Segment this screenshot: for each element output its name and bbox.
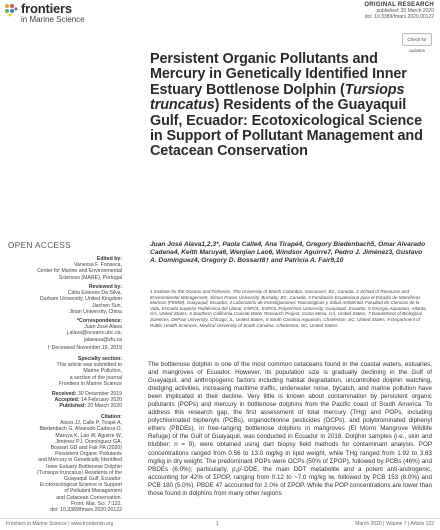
author-list: Juan José Alava1,2,3*, Paola Calle4, Ana Tirapé4, Gregory Biedenbach5, Omar Alvarado Cadena4, Keith Maruya6, Wenjian Lao6, Windsor Aguirre7, Pedro J. Jiménez3, Gustavo A. Domínguez4, Gregory D. Bossart8† and Patricia A. Fair9,10 — [150, 241, 426, 265]
reviewer-line: Jinan University, China — [69, 308, 122, 315]
citation-line: Bossart GD and Fair PA (2020) — [50, 445, 122, 452]
citation-line: Jiménez PJ, Domínguez GA, — [55, 438, 122, 445]
editor-line: Center for Marine and Environmental — [36, 268, 122, 275]
published-label: Published: — [59, 403, 86, 410]
reviewer-line: Cátia Esteves Da Silva, — [67, 290, 122, 297]
journal-name: in Marine Science — [21, 15, 85, 24]
dates — [8, 391, 122, 410]
correspondence-email[interactable]: jalavasa@sfu.ca — [83, 336, 122, 343]
citation-doi[interactable]: doi: 10.3389/fmars.2020.00122 — [50, 507, 122, 514]
citation-line: and Mercury in Genetically Identified — [38, 457, 122, 464]
reviewed-by-label: Reviewed by: — [88, 284, 122, 290]
citation-line: Inner Estuary Bottlenose Dolphin — [46, 463, 122, 470]
citation-line: Alava JJ, Calle P, Tirapé A, — [60, 420, 122, 427]
citation-line: of Pollutant Management — [64, 488, 122, 495]
brand-name: frontiers — [21, 1, 72, 16]
accepted-date: 14 February 2020 — [81, 397, 122, 404]
footer-divider — [0, 518, 440, 519]
correspondence-name: Juan José Alava — [84, 324, 122, 331]
citation-line: Persistent Organic Pollutants — [55, 451, 122, 458]
affiliations: 1 Institute for the Oceans and Fisheries, The University of British Columbia, Vancouver, BC, Canada, 2 School of Resource and Environmental Management, Simon Fraser University, Burnaby, BC, Canada, 3 Fundación Ecuatoriana para el Estudio de Mamíferos Marinos (FEMM), Guayaquil, Ecuador, 4 Laboratorio de Investigaciones Toxicológicas y Salud Ambiental, Facultad de Ciencias de la Vida, Escuela Superior Politécnica del Litoral, ESPOL, ESPOL Polytechnic University, Guayaquil, Ecuador, 5 Georgia Aquarium, Atlanta, GA, United States, 6 Southern California Coastal Water Research Project, Costa Mesa, CA, United States, 7 Department of Biological Sciences, DePaul University, Chicago, IL, United States, 8 South Carolina Aquarium, Charleston, SC, United States, 9 Department of Public Health Sciences, Medical University of South Carolina, Charleston, SC, United States — [150, 289, 427, 328]
reviewed-by — [8, 284, 122, 315]
correspondence-email[interactable]: j.alava@oceans.ubc.ca; — [66, 330, 122, 337]
specialty-line: Marine Pollution, — [83, 368, 122, 375]
citation-line: Front. Mar. Sci. 7:122. — [70, 500, 122, 507]
title-species: Tursiops truncatus — [150, 81, 405, 114]
citation-line: and Cetacean Conservation. — [56, 494, 122, 501]
specialty-line: a section of the journal — [69, 374, 122, 381]
specialty-label: Specialty section: — [77, 356, 122, 362]
correspondence — [8, 318, 122, 343]
article-meta — [364, 2, 434, 21]
specialty-line: Frontiers in Marine Science — [58, 380, 122, 387]
doi[interactable]: doi: 10.3389/fmars.2020.00122 — [364, 14, 434, 21]
page-number: 1 — [216, 521, 219, 527]
abstract: The bottlenose dolphin is one of the most common cetaceans found in the coastal waters, estuaries, and mangroves of Ecuador. However, its population size is gradually declining in the Gulf of Guayaquil, and anthropogenic factors including habitat degradation, uncontrolled dolphin watching, dredging activities, increasing maritime traffic, underwater noise, bycatch, and marine pollution have been implicated in their decline. Very little is known about contamination by persistent organic pollutants (POPs) and mercury in bottlenose dolphins from the Pacific coast of South America. To address this research gap, the first assessment of total mercury (THg) and POPs, including polychlorinated biphenyls (PCBs), organochlorine pesticides (OCPs), and polybrominated diphenyl ethers (PBDEs), in free-ranging bottlenose dolphins in mangroves (El Morro Mangrove Wildlife Refuge) of the Gulf of Guayaquil, was conducted in Ecuador in 2018. Dolphin samples (i.e., skin and blubber; n = 9), were obtained using dart biopsy field methods for contaminant analysis. POP concentrations ranged from 0.56 to 13.0 mg/kg in lipid weight, while THg ranged from 1.92 to 3.63 mg/kg in dry weight. The predominant POPs were OCPs (50% of ΣPOP), followed by PCBs (46%) and PBDEs (6.0%); particularly, p,p′-DDE, the main DDT metabolite and a potent anti-androgenic, accounting for 42% of ΣPOP, ranging from 0.12 to ~7.0 mg/kg lw, followed by PCB 153 (8.0%) and PCB 180 (5.0%). PBDE 47 accounted for 2.0% of ΣPOP. While the POP concentrations are lower than those found in dolphins from many other regions — [148, 361, 432, 497]
edited-by-label: Edited by: — [96, 256, 122, 262]
correspondence-label: *Correspondence: — [77, 318, 122, 324]
title-after: ) Residents of the Guayaquil Gulf, Ecuador: Ecotoxicological Science in Support of Pollutant Management and Cetacean Conservation — [150, 97, 423, 160]
accepted-label: Accepted: — [54, 397, 80, 404]
open-access-label: OPEN ACCESS — [8, 241, 72, 250]
published-date-side: 20 March 2020 — [87, 403, 122, 410]
citation-line: Maruya K, Lao W, Aguirre W, — [55, 432, 122, 439]
frontiers-logo-icon — [4, 3, 18, 17]
citation-line: Biedenbach G, Alvarado Cadena O, — [39, 426, 122, 433]
article-type: ORIGINAL RESEARCH — [364, 2, 434, 8]
citation-label: Citation: — [100, 414, 122, 420]
article-title — [150, 52, 432, 160]
citation-line: (Tursiops truncatus) Residents of the — [37, 469, 122, 476]
crossmark-badge[interactable]: Check for updates — [402, 33, 432, 46]
editor-line: Sciences (MARE), Portugal — [58, 274, 122, 281]
footer-journal[interactable]: Frontiers in Marine Science | www.frontiersin.org — [6, 521, 114, 527]
edited-by — [8, 256, 122, 281]
citation — [8, 414, 122, 513]
published-date: published: 20 March 2020 — [376, 8, 434, 15]
reviewer-line: Durham University, United Kingdom — [39, 296, 122, 303]
footer-issue: March 2020 | Volume 7 | Article 122 — [355, 521, 434, 527]
reviewer-line: Jiachen Sun, — [92, 302, 122, 309]
deceased-note: † Deceased November 19, 2019 — [47, 345, 122, 351]
received-label: Received: — [51, 391, 77, 397]
title-before: Persistent Organic Pollutants and Mercury in Genetically Identified Inner Estuary Bottlenose Dolphin ( — [150, 51, 407, 98]
editor-line: Vanessa F. Fonseca, — [73, 262, 122, 269]
specialty-line: This article was submitted to — [56, 362, 122, 369]
citation-line: Guayaquil Gulf, Ecuador: — [64, 476, 122, 483]
specialty-section — [8, 356, 122, 387]
received-date: 30 December 2019 — [77, 391, 122, 397]
citation-line: Ecotoxicological Science in Support — [39, 482, 122, 489]
